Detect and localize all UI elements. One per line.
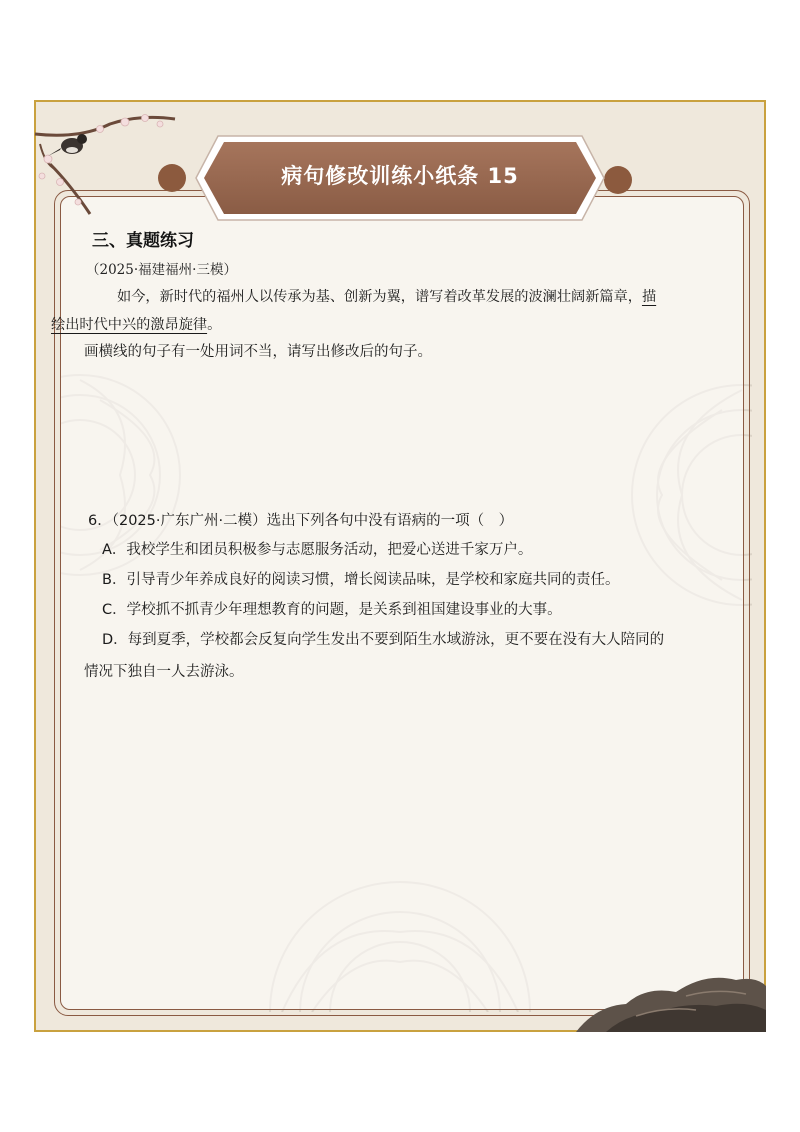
option-a: A．我校学生和团员积极参与志愿服务活动，把爱心送进千家万户。 bbox=[102, 542, 533, 558]
question-passage bbox=[51, 283, 736, 339]
option-d-continued: 情况下独自一人去游泳。 bbox=[84, 664, 244, 680]
passage-end: 。 bbox=[207, 317, 222, 333]
option-b: B．引导青少年养成良好的阅读习惯，增长阅读品味，是学校和家庭共同的责任。 bbox=[102, 572, 620, 588]
question-source: （2025·福建福州·三模） bbox=[86, 262, 237, 278]
banner-left-dot bbox=[158, 164, 186, 192]
plum-branch-bird-illustration bbox=[30, 104, 180, 224]
bird-icon bbox=[48, 134, 87, 156]
banner-right-dot bbox=[604, 166, 632, 194]
banner-title: 病句修改训练小纸条 15 bbox=[281, 164, 519, 188]
passage-underlined-start: 描 bbox=[641, 289, 657, 305]
question-6-stem: 6．（2025·广东广州·二模）选出下列各句中没有语病的一项（ ） bbox=[88, 513, 514, 529]
title-banner bbox=[194, 134, 606, 222]
option-c: C．学校抓不抓青少年理想教育的问题，是关系到祖国建设事业的大事。 bbox=[102, 602, 562, 618]
passage-text: 如今，新时代的福州人以传承为基、创新为翼，谱写着改革发展的波澜壮阔新篇章， bbox=[117, 289, 642, 305]
passage-underlined-sentence: 绘出时代中兴的激昂旋律 bbox=[51, 317, 208, 333]
option-d: D．每到夏季，学校都会反复向学生发出不要到陌生水域游泳，更不要在没有大人陪同的 bbox=[102, 632, 665, 648]
section-heading: 三、真题练习 bbox=[92, 231, 194, 251]
ink-rock-illustration bbox=[566, 966, 766, 1032]
question-instruction: 画横线的句子有一处用词不当，请写出修改后的句子。 bbox=[84, 344, 432, 360]
